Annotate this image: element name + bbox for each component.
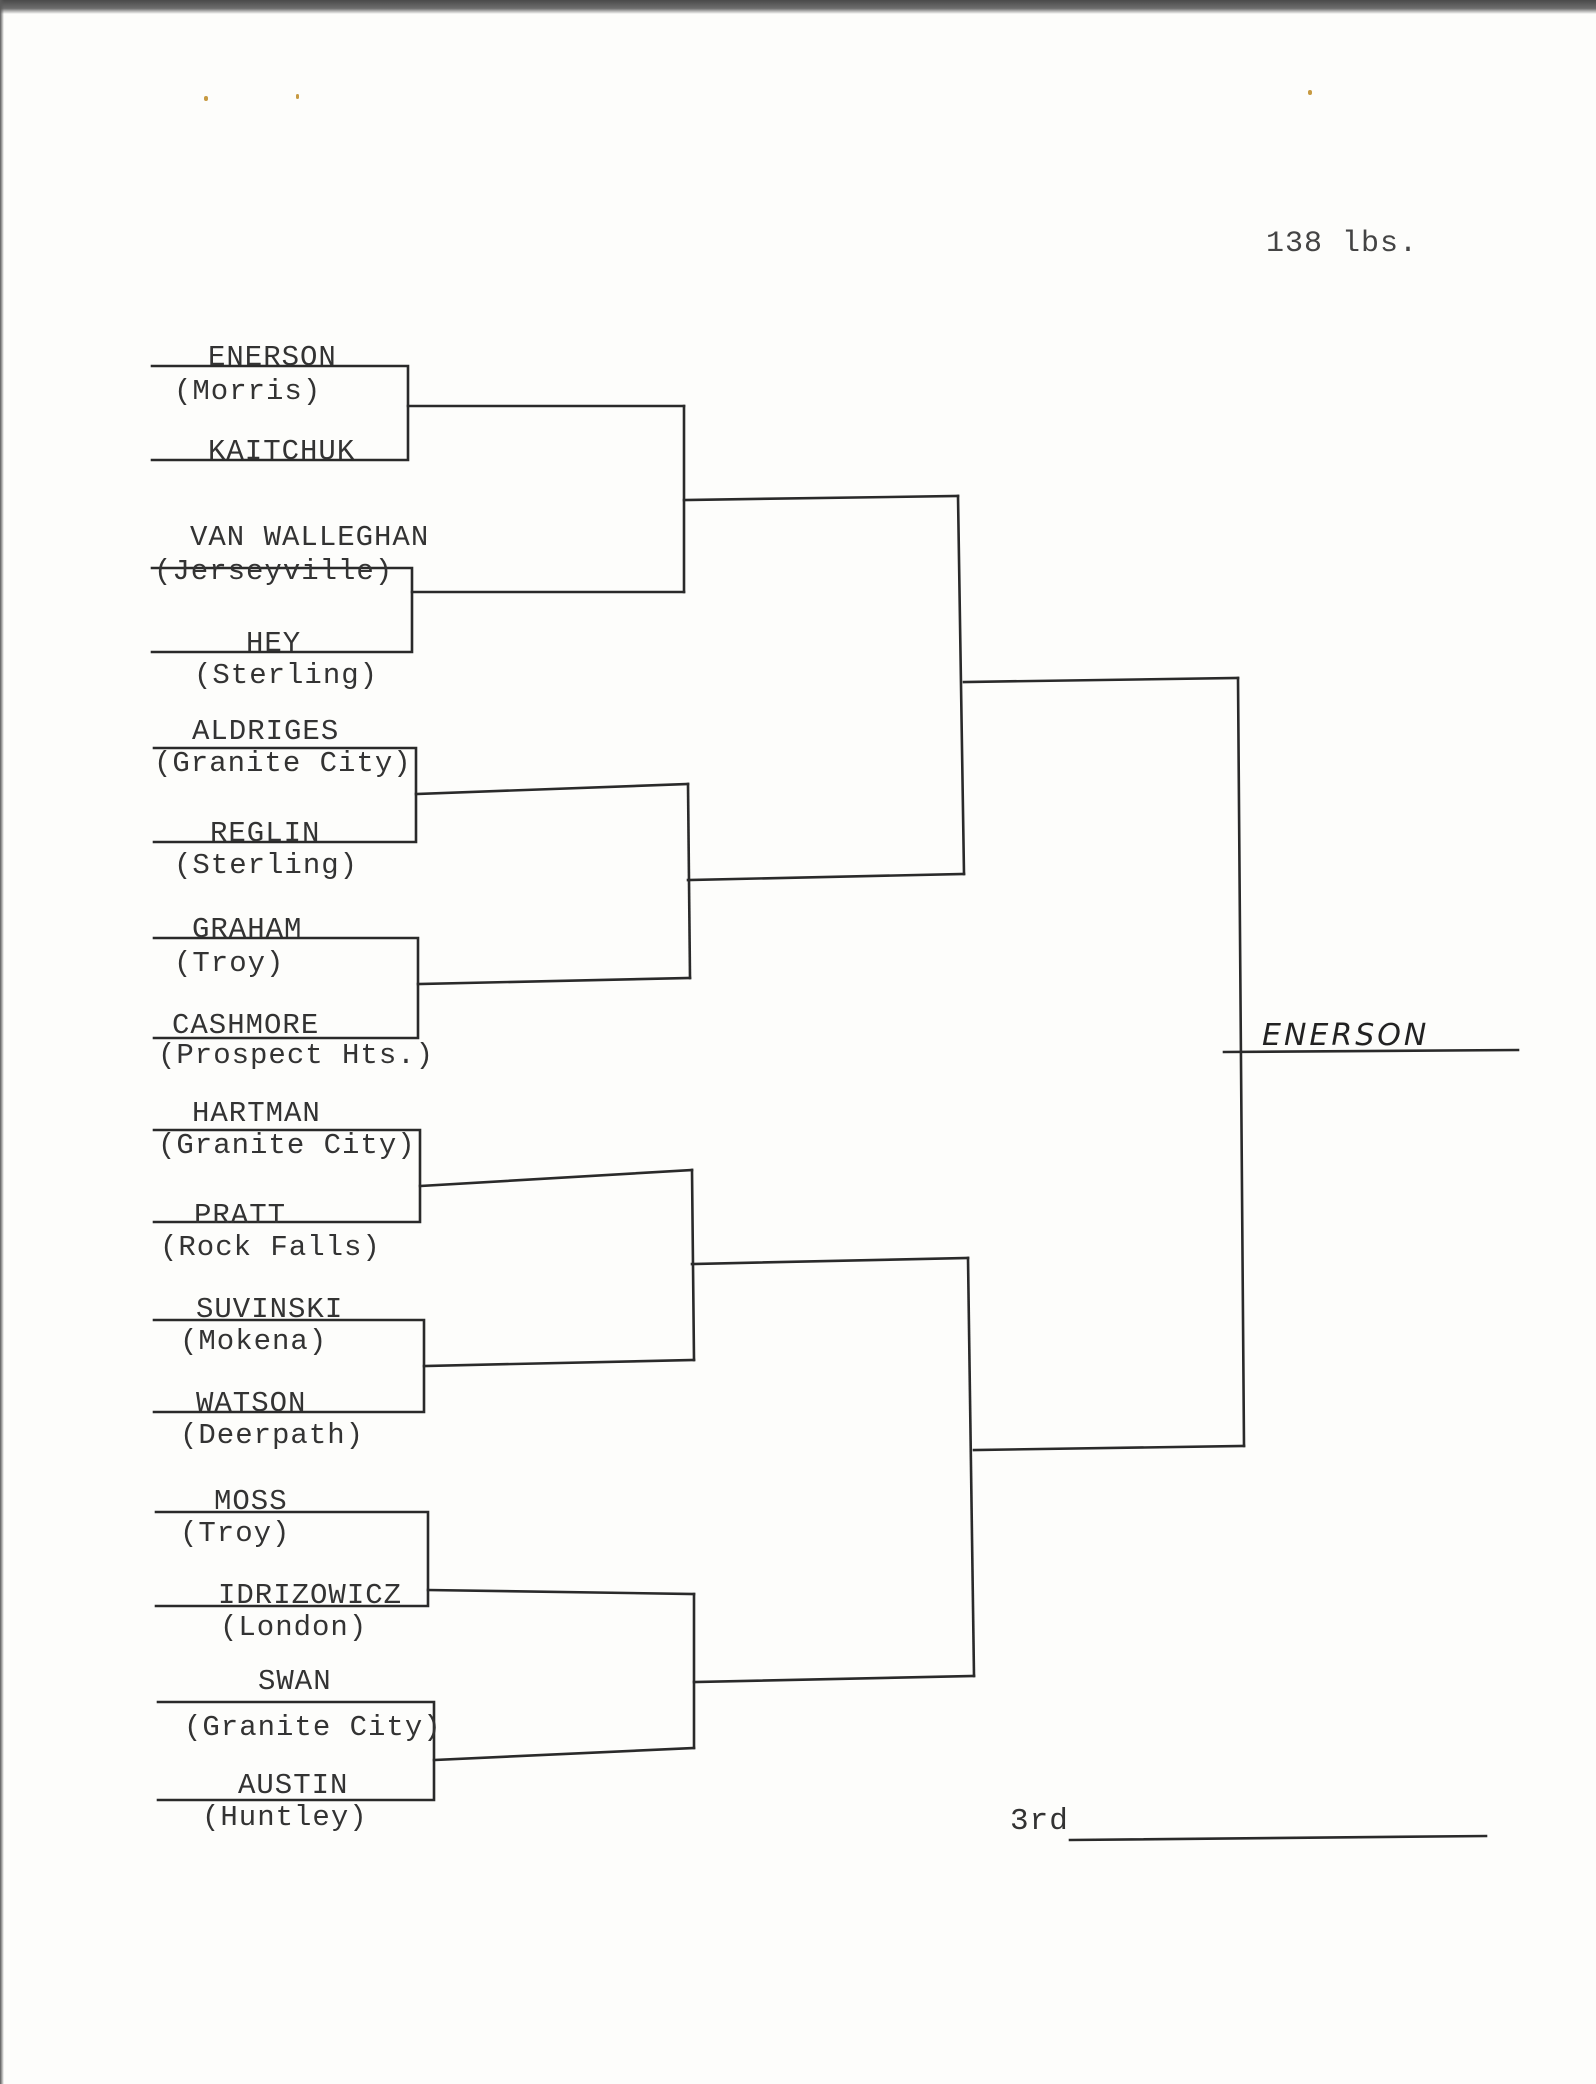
entrant-school: (Prospect Hts.): [158, 1039, 435, 1072]
entrant-school: (Mokena): [180, 1325, 328, 1358]
entrant-school: (Morris): [174, 375, 322, 408]
entrant-school: (Huntley): [202, 1801, 368, 1834]
champion-name: ENERSON: [1262, 1018, 1430, 1053]
entrant-school: (Troy): [174, 947, 285, 980]
entrant-name: IDRIZOWICZ: [218, 1579, 403, 1612]
third-place-label: 3rd: [1010, 1804, 1069, 1839]
weight-class-label: 138 lbs.: [1266, 227, 1419, 261]
entrant-name: SUVINSKI: [196, 1293, 344, 1326]
entrant-name: HARTMAN: [192, 1097, 321, 1130]
entrant-school: (London): [220, 1611, 368, 1644]
entrant-name: GRAHAM: [192, 913, 303, 946]
entrant-school: (Jerseyville): [154, 555, 394, 588]
entrant-name: SWAN: [258, 1665, 332, 1698]
entrant-name: VAN WALLEGHAN: [190, 521, 430, 554]
entrant-name: ALDRIGES: [192, 715, 340, 748]
entrant-school: (Troy): [180, 1517, 291, 1550]
quarterfinal-lines: [684, 496, 974, 1682]
entrant-name: ENERSON: [208, 341, 337, 374]
round-2-lines: [408, 406, 694, 1760]
entrant-name: KAITCHUK: [208, 435, 356, 468]
entrant-school: (Granite City): [158, 1129, 416, 1162]
entrant-school: (Sterling): [194, 659, 379, 692]
entrant-name: HEY: [246, 627, 302, 660]
semifinal-lines: [964, 678, 1244, 1450]
entrant-school: (Sterling): [174, 849, 359, 882]
entrant-name: MOSS: [214, 1485, 288, 1518]
third-place-line: [1070, 1836, 1486, 1840]
entrant-school: (Granite City): [154, 747, 412, 780]
entrant-school: (Granite City): [184, 1711, 442, 1744]
entrant-school: (Deerpath): [180, 1419, 365, 1452]
entrant-name: AUSTIN: [238, 1769, 349, 1802]
entrant-name: CASHMORE: [172, 1009, 320, 1042]
entrant-name: REGLIN: [210, 817, 321, 850]
entrant-name: WATSON: [196, 1387, 307, 1420]
entrant-school: (Rock Falls): [160, 1231, 381, 1264]
entrant-name: PRATT: [194, 1199, 287, 1232]
